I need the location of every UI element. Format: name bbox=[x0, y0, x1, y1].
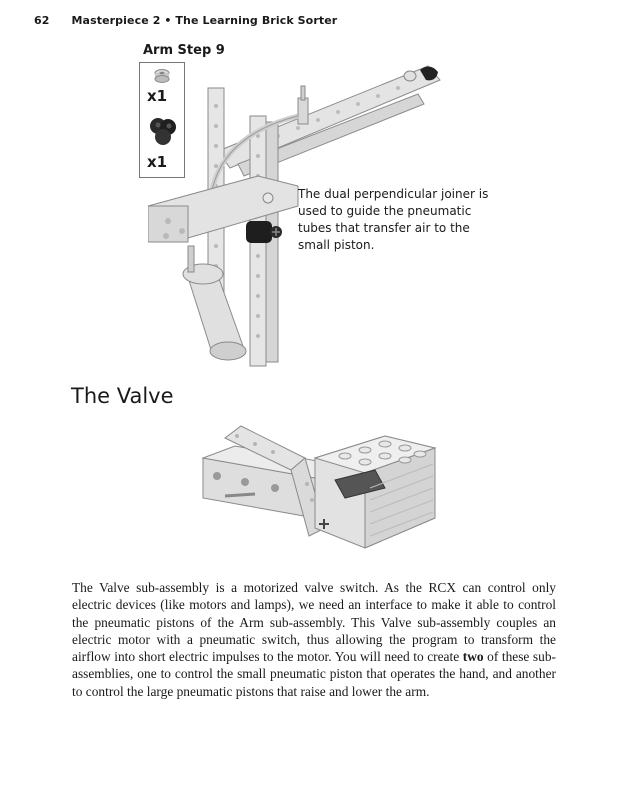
valve-assembly-illustration bbox=[195, 418, 455, 568]
part-qty-1: x1 bbox=[147, 87, 168, 105]
part-qty-2: x1 bbox=[147, 153, 168, 171]
body-text-part-1: The Valve sub-assembly is a motorized valve switch. As the RCX can control only electric devices (like motors and lamps), we need an interface to make it able to control the pneumatic pistons of the Arm sub-assembly. This Valve sub-assembly couples an electric motor with a pneumatic switch, thus allowing the program to transform the airflow into short electric impulses to the motor. You will need to create bbox=[72, 580, 556, 665]
running-header bbox=[34, 14, 594, 27]
body-bold-word: two bbox=[462, 649, 484, 665]
step-title: Arm Step 9 bbox=[143, 43, 225, 58]
running-title: Masterpiece 2 • The Learning Brick Sorter bbox=[71, 14, 338, 27]
body-text-part-2: of these sub-assemblies, one to control the small pneumatic piston that operates the hand, and another to control the large pneumatic pistons that raise and lower the arm. bbox=[72, 649, 556, 699]
body-paragraph bbox=[72, 579, 556, 700]
page-number: 62 bbox=[34, 14, 50, 27]
section-title: The Valve bbox=[71, 384, 174, 408]
step-callout: The dual perpendicular joiner is used to guide the pneumatic tubes that transfer air to the small piston. bbox=[298, 187, 489, 252]
